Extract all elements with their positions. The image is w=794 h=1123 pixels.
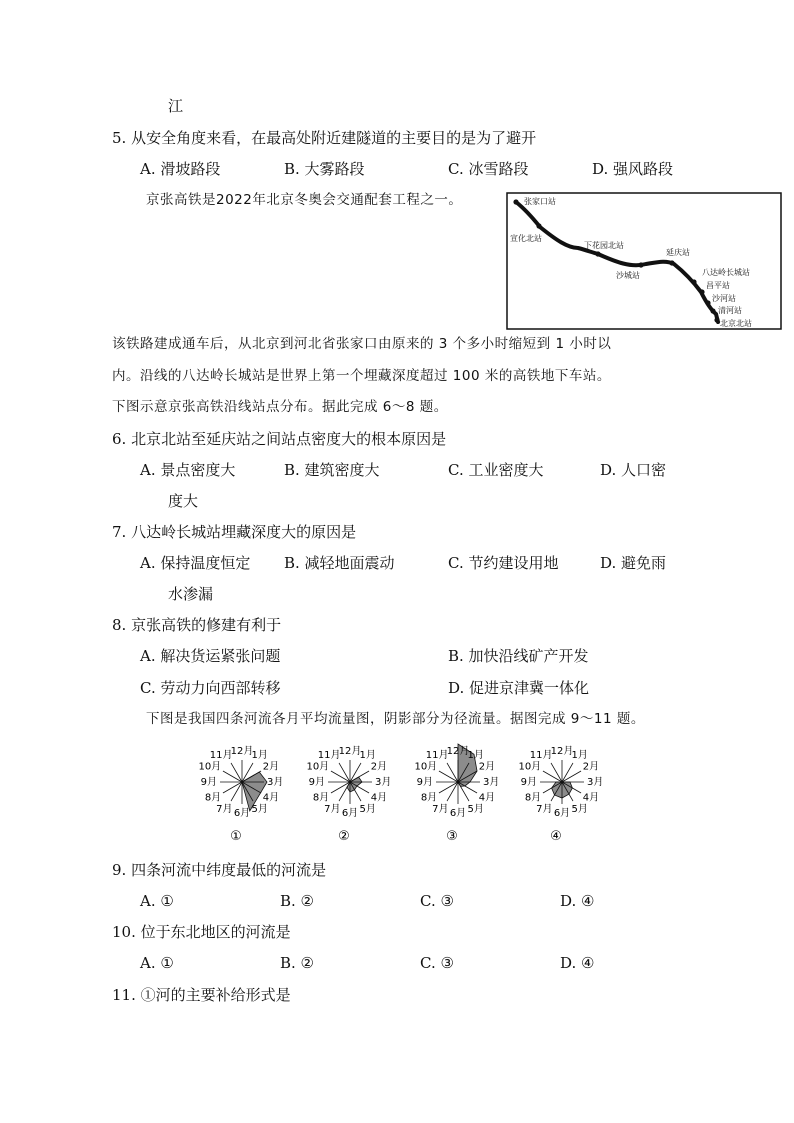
station-label: 张家口站 [524,197,556,206]
month-label: 8月 [420,792,438,804]
q4-tail: 江 [168,97,184,115]
q10-option-d: D. ④ [560,954,595,972]
q8-option-d: D. 促进京津冀一体化 [448,679,590,697]
question-8: 8. 京张高铁的修建有利于 [112,616,282,634]
q6-option-b: B. 建筑密度大 [284,461,380,479]
month-label: 10月 [198,761,222,773]
q8-option-a: A. 解决货运紧张问题 [140,647,281,665]
month-label: 7月 [432,803,449,815]
intro-line-1: 京张高铁是2022年北京冬奥会交通配套工程之一。 [146,192,463,208]
question-10: 10. 位于东北地区的河流是 [112,923,291,941]
month-label: 11月 [209,750,233,762]
question-5: 5. 从安全角度来看，在最高处附近建隧道的主要目的是为了避开 [112,129,537,147]
month-label: 2月 [370,761,388,773]
month-label: 10月 [306,761,330,773]
intro-line-5: 下图是我国四条河流各月平均流量图，阴影部分为径流量。据图完成 9～11 题。 [146,711,645,727]
month-label: 3月 [375,777,392,788]
station-label: 清河站 [718,306,742,315]
q5-option-c: C. 冰雪路段 [448,160,529,178]
intro-line-4: 下图示意京张高铁沿线站点分布。据此完成 6～8 题。 [112,399,448,415]
month-label: 1月 [467,750,484,762]
question-7: 7. 八达岭长城站埋藏深度大的原因是 [112,523,357,541]
month-label: 11月 [529,750,553,762]
question-9: 9. 四条河流中纬度最低的河流是 [112,861,327,879]
q9-option-c: C. ③ [420,892,454,910]
q8-option-c: C. 劳动力向西部转移 [140,679,281,697]
month-label: 12月 [446,746,470,757]
q7-option-d-tail: 水渗漏 [168,585,214,603]
q6-option-c: C. 工业密度大 [448,461,544,479]
month-label: 4月 [478,792,496,804]
q5-option-a: A. 滑坡路段 [140,160,221,178]
q9-option-b: B. ② [280,892,315,910]
q7-option-a: A. 保持温度恒定 [140,554,251,572]
month-label: 9月 [520,777,537,788]
month-label: 4月 [262,792,280,804]
month-label: 9月 [200,777,217,788]
month-label: 5月 [251,803,268,815]
station-label: 北京北站 [720,319,752,328]
month-label: 9月 [308,777,325,788]
month-label: 9月 [416,777,433,788]
month-label: 3月 [267,777,284,788]
q7-option-d: D. 避免雨 [600,554,667,572]
station-label: 沙河站 [712,294,736,303]
q6-option-a: A. 景点密度大 [140,461,236,479]
q10-option-a: A. ① [140,954,174,972]
month-label: 10月 [414,761,438,773]
month-label: 8月 [312,792,330,804]
river-label: ③ [446,829,458,844]
station-label: 延庆站 [666,248,690,257]
intro-line-3: 内。沿线的八达岭长城站是世界上第一个埋藏深度超过 100 米的高铁地下车站。 [112,368,611,384]
rose-diagram [518,745,603,844]
month-label: 6月 [449,808,467,819]
month-label: 3月 [587,777,604,788]
month-label: 3月 [483,777,500,788]
month-label: 7月 [216,803,233,815]
station-label: 宣化北站 [510,234,542,243]
month-label: 2月 [478,761,496,773]
month-label: 4月 [582,792,600,804]
station-label: 八达岭长城站 [702,268,750,277]
q7-option-c: C. 节约建设用地 [448,554,559,572]
q8-option-b: B. 加快沿线矿产开发 [448,647,589,665]
q9-option-a: A. ① [140,892,174,910]
month-label: 2月 [582,761,600,773]
q7-option-b: B. 减轻地面震动 [284,554,395,572]
month-label: 7月 [536,803,553,815]
q6-option-d: D. 人口密 [600,461,667,479]
month-label: 6月 [341,808,359,819]
month-label: 5月 [571,803,588,815]
rose-diagram [198,745,283,844]
month-label: 6月 [553,808,571,819]
month-label: 6月 [233,808,251,819]
q10-option-b: B. ② [280,954,315,972]
question-11: 11. ①河的主要补给形式是 [112,986,291,1004]
station-label: 昌平站 [706,281,730,290]
month-label: 2月 [262,761,280,773]
month-label: 12月 [338,746,362,757]
month-label: 10月 [518,761,542,773]
river-label: ① [230,829,242,844]
river-flow-roses [190,740,610,846]
month-label: 11月 [425,750,449,762]
q6-option-d-tail: 度大 [168,492,199,510]
railway-map [506,192,782,330]
month-label: 5月 [359,803,376,815]
question-6: 6. 北京北站至延庆站之间站点密度大的根本原因是 [112,430,447,448]
month-label: 8月 [204,792,222,804]
month-label: 1月 [571,750,588,762]
rose-diagram [414,744,499,844]
q5-option-b: B. 大雾路段 [284,160,365,178]
q5-option-d: D. 强风路段 [592,160,674,178]
month-label: 11月 [317,750,341,762]
month-label: 8月 [524,792,542,804]
intro-line-2: 该铁路建成通车后，从北京到河北省张家口由原来的 3 个多小时缩短到 1 小时以 [112,336,612,352]
river-label: ④ [550,829,562,844]
station-label: 沙城站 [616,271,640,280]
month-label: 5月 [467,803,484,815]
month-label: 1月 [251,750,268,762]
q10-option-c: C. ③ [420,954,454,972]
station-label: 下花园北站 [584,241,624,250]
month-label: 12月 [550,746,574,757]
q9-option-d: D. ④ [560,892,595,910]
month-label: 1月 [359,750,376,762]
month-label: 7月 [324,803,341,815]
river-label: ② [338,829,350,844]
month-label: 4月 [370,792,388,804]
month-label: 12月 [230,746,254,757]
rose-diagram [306,745,391,844]
